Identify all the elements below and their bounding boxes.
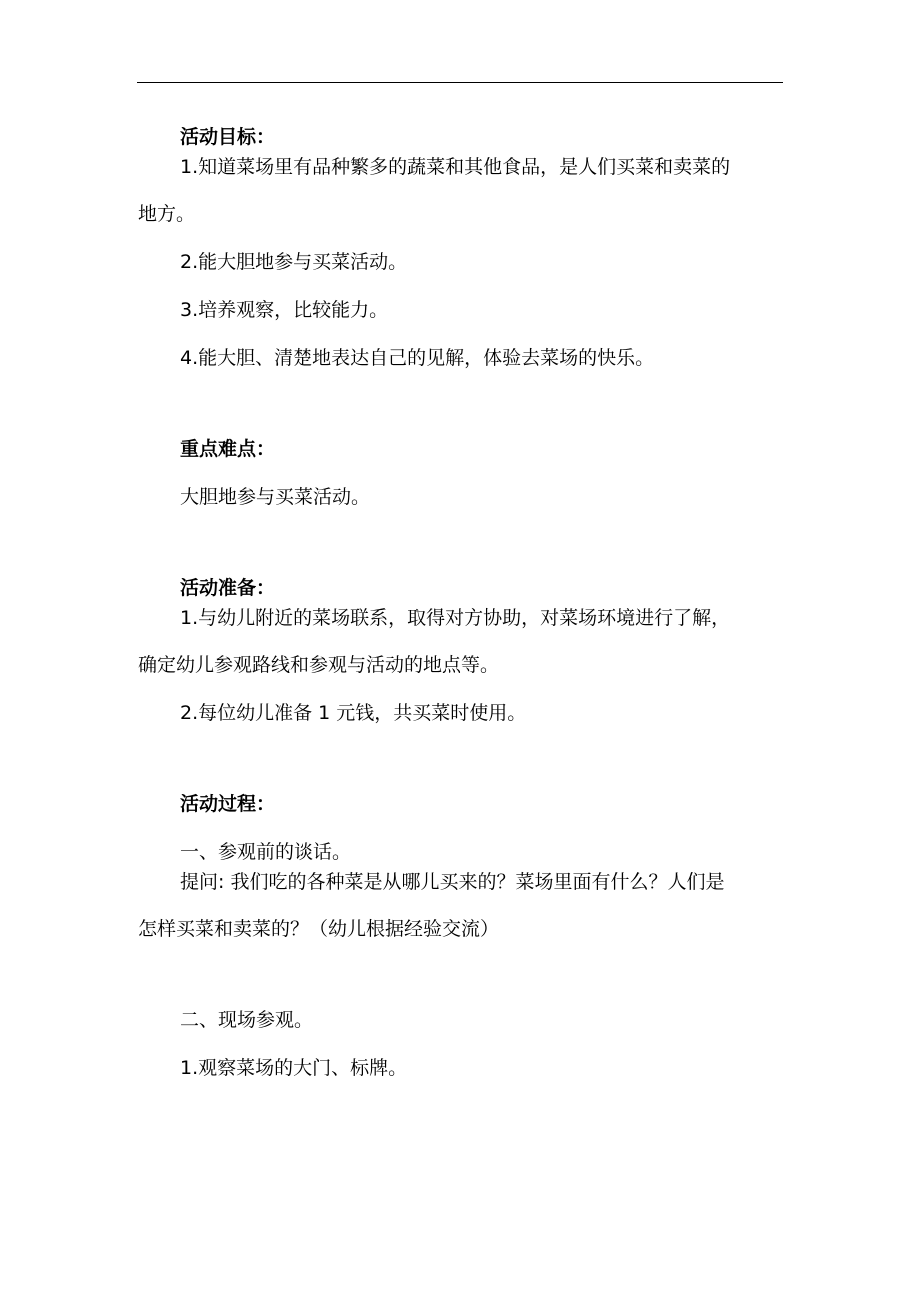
process-question-line-1: 提问: 我们吃的各种菜是从哪儿买来的？菜场里面有什么？人们是 <box>180 871 725 893</box>
process-step-2-title: 二、现场参观。 <box>180 1009 314 1031</box>
process-step-2-item-1: 1.观察菜场的大门、标牌。 <box>180 1057 408 1079</box>
goal-item-2: 2.能大胆地参与买菜活动。 <box>180 251 408 273</box>
goal-item-1-line-1: 1.知道菜场里有品种繁多的蔬菜和其他食品，是人们买菜和卖菜的 <box>180 156 731 178</box>
document-body <box>138 122 788 1083</box>
section-heading-goals: 活动目标： <box>180 126 276 148</box>
preparation-item-2: 2.每位幼儿准备 1 元钱，共买菜时使用。 <box>180 702 527 724</box>
process-step-1-title: 一、参观前的谈话。 <box>180 841 352 863</box>
key-point-item-1: 大胆地参与买菜活动。 <box>180 486 371 508</box>
goal-item-4: 4.能大胆、清楚地表达自己的见解，体验去菜场的快乐。 <box>180 347 655 369</box>
preparation-item-1 <box>138 603 788 680</box>
process-question-line-2: 怎样买菜和卖菜的？（幼儿根据经验交流） <box>138 918 500 940</box>
preparation-item-1-line-1: 1.与幼儿附近的菜场联系，取得对方协助，对菜场环境进行了解， <box>180 607 731 629</box>
section-heading-process: 活动过程： <box>180 793 276 815</box>
section-heading-key-points: 重点难点： <box>180 438 276 460</box>
header-rule <box>137 82 783 83</box>
goal-item-1 <box>138 152 788 229</box>
goal-item-1-line-2: 地方。 <box>138 203 196 225</box>
goal-item-3: 3.培养观察，比较能力。 <box>180 299 389 321</box>
section-heading-preparation: 活动准备： <box>180 577 276 599</box>
process-question <box>138 867 788 944</box>
preparation-item-1-line-2: 确定幼儿参观路线和参观与活动的地点等。 <box>138 654 500 676</box>
